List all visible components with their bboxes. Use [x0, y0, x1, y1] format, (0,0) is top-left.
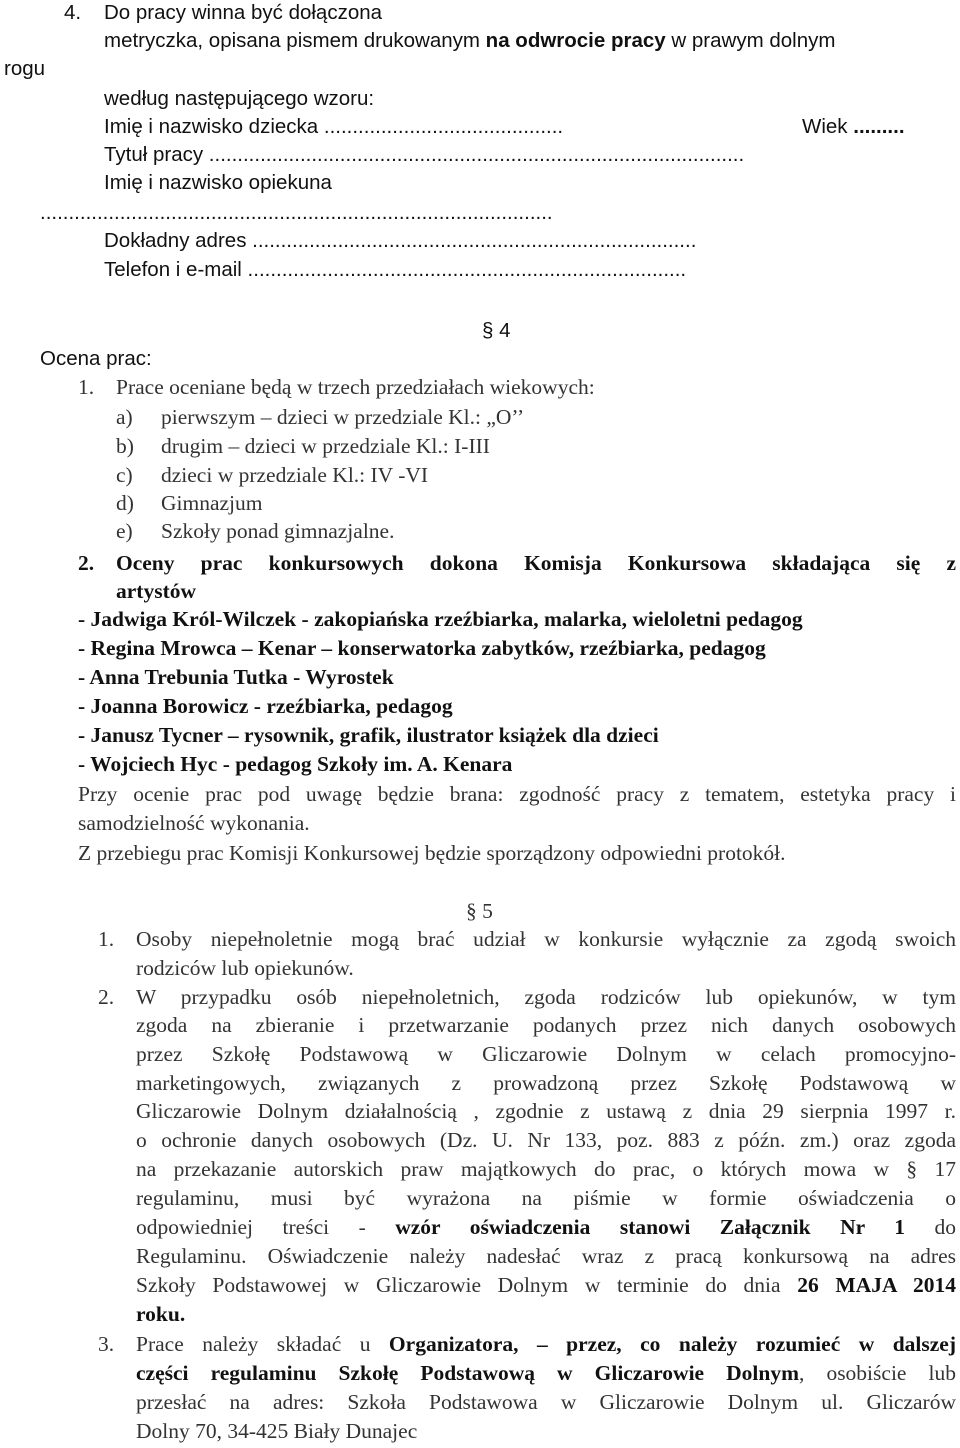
- paragraph-number: 2.: [78, 551, 95, 575]
- list-item: Szkoły ponad gimnazjalne.: [161, 519, 395, 543]
- form-field-child-name: Imię i nazwisko dziecka ..........................................: [104, 115, 564, 138]
- form-field-title: Tytuł pracy ..............................................................................................: [104, 143, 745, 166]
- section-heading: § 4: [482, 319, 511, 342]
- bold-run: wzór oświadczenia stanowi Załącznik Nr 1: [395, 1215, 905, 1239]
- paragraph-text: rodziców lub opiekunów.: [136, 956, 354, 980]
- protocol-text: Z przebiegu prac Komisji Konkursowej będzie sporządzony odpowiedni protokół.: [78, 841, 786, 865]
- text-run: do: [905, 1215, 956, 1239]
- form-field-dots: ..........................................................................................: [40, 201, 553, 224]
- paragraph-text: przesłać na adres: Szkoła Podstawowa w Gliczarowie Dolnym ul. Gliczarów: [136, 1390, 956, 1414]
- text-run: Prace należy składać u: [136, 1332, 389, 1356]
- list-item: dzieci w przedziale Kl.: IV -VI: [161, 463, 429, 487]
- metryczka-line: [104, 28, 835, 54]
- paragraph-text: Osoby niepełnoletnie mogą brać udział w konkursie wyłącznie za zgodą swoich: [136, 927, 956, 951]
- list-item-label: d): [116, 491, 134, 515]
- bold-run: 26 MAJA 2014: [797, 1273, 956, 1297]
- paragraph-text: o ochronie danych osobowych (Dz. U. Nr 133, poz. 883 z późn. zm.) oraz zgoda: [136, 1128, 956, 1152]
- paragraph-number: 1.: [98, 927, 115, 951]
- metryczka-line: rogu: [4, 57, 46, 80]
- paragraph-text: [136, 1331, 956, 1357]
- form-field-address: Dokładny adres ..............................................................................: [104, 229, 697, 252]
- list-item-label: a): [116, 405, 133, 429]
- list-item-label: b): [116, 434, 134, 458]
- criteria-text: Przy ocenie prac pod uwagę będzie brana: zgodność pracy z tematem, estetyka pracy i: [78, 782, 956, 806]
- paragraph-text: Dolny 70, 34-425 Biały Dunajec: [136, 1419, 418, 1443]
- item-text: Do pracy winna być dołączona: [104, 1, 383, 24]
- jury-member: - Joanna Borowicz - rzeźbiarka, pedagog: [78, 694, 453, 718]
- paragraph-text: zgoda na zbieranie i przetwarzanie podanych przez nich danych osobowych: [136, 1013, 956, 1037]
- bold-run: Organizatora, – przez, co należy rozumieć w dalszej: [388, 1332, 956, 1356]
- criteria-text: samodzielność wykonania.: [78, 811, 310, 835]
- jury-member: - Jadwiga Król-Wilczek - zakopiańska rzeźbiarka, malarka, wieloletni pedagog: [78, 607, 803, 631]
- paragraph-text: W przypadku osób niepełnoletnich, zgoda rodziców lub opiekunów, w tym: [136, 985, 956, 1009]
- text-run: w prawym dolnym: [665, 29, 836, 52]
- paragraph-text: Oceny prac konkursowych dokona Komisja Konkursowa składająca się z: [116, 551, 956, 575]
- paragraph-text: marketingowych, związanych z prowadzoną przez Szkołę Podstawową w: [136, 1071, 956, 1095]
- list-item-label: e): [116, 519, 133, 543]
- jury-member: - Wojciech Hyc - pedagog Szkoły im. A. Kenara: [78, 752, 513, 776]
- text-run: odpowiedniej treści -: [136, 1215, 396, 1239]
- paragraph-text: przez Szkołę Podstawową w Gliczarowie Dolnym w celach promocyjno-: [136, 1042, 956, 1066]
- jury-member: - Janusz Tycner – rysownik, grafik, ilustrator książek dla dzieci: [78, 723, 659, 747]
- form-field-guardian: Imię i nazwisko opiekuna: [104, 171, 332, 194]
- paragraph-text: regulaminu, musi być wyrażona na piśmie w formie oświadczenia o: [136, 1186, 956, 1210]
- paragraph-number: 3.: [98, 1332, 115, 1356]
- paragraph-text: [136, 1214, 956, 1240]
- metryczka-line: według następującego wzoru:: [104, 87, 375, 110]
- paragraph-text: [136, 1360, 956, 1386]
- jury-member: - Regina Mrowca – Kenar – konserwatorka zabytków, rzeźbiarka, pedagog: [78, 636, 766, 660]
- paragraph-number: 2.: [98, 985, 115, 1009]
- item-number: 4.: [64, 1, 82, 24]
- paragraph-text: Regulaminu. Oświadczenie należy nadesłać wraz z pracą konkursową na adres: [136, 1244, 956, 1268]
- text-run: Wiek: [802, 115, 854, 138]
- section-intro: Ocena prac:: [40, 347, 152, 370]
- form-field-age: [802, 114, 905, 140]
- text-run: Szkoły Podstawowej w Gliczarowie Dolnym w terminie do dnia: [136, 1273, 798, 1297]
- paragraph-text: Gliczarowie Dolnym działalnością , zgodnie z ustawą z dnia 29 sierpnia 1997 r.: [136, 1099, 956, 1123]
- bold-run: .........: [853, 115, 905, 138]
- list-item-label: c): [116, 463, 133, 487]
- form-field-contact: Telefon i e-mail .............................................................................: [104, 258, 687, 281]
- paragraph-text: roku.: [136, 1302, 186, 1326]
- paragraph-number: 1.: [78, 375, 95, 399]
- text-run: , osobiście lub: [799, 1361, 956, 1385]
- bold-run: części regulaminu Szkołę Podstawową w Gliczarowie Dolnym: [136, 1361, 800, 1385]
- list-item: drugim – dzieci w przedziale Kl.: I-III: [161, 434, 490, 458]
- paragraph-text: [136, 1272, 956, 1298]
- paragraph-text: artystów: [116, 579, 197, 603]
- bold-run: na odwrocie pracy: [485, 29, 666, 52]
- text-run: metryczka, opisana pismem drukowanym: [104, 29, 486, 52]
- list-item: Gimnazjum: [161, 491, 263, 515]
- section-heading: § 5: [466, 899, 493, 923]
- paragraph-text: Prace oceniane będą w trzech przedziałach wiekowych:: [116, 375, 595, 399]
- paragraph-text: na przekazanie autorskich praw majątkowych do prac, o których mowa w § 17: [136, 1157, 956, 1181]
- list-item: pierwszym – dzieci w przedziale Kl.: „O’’: [161, 405, 525, 429]
- jury-member: - Anna Trebunia Tutka - Wyrostek: [78, 665, 394, 689]
